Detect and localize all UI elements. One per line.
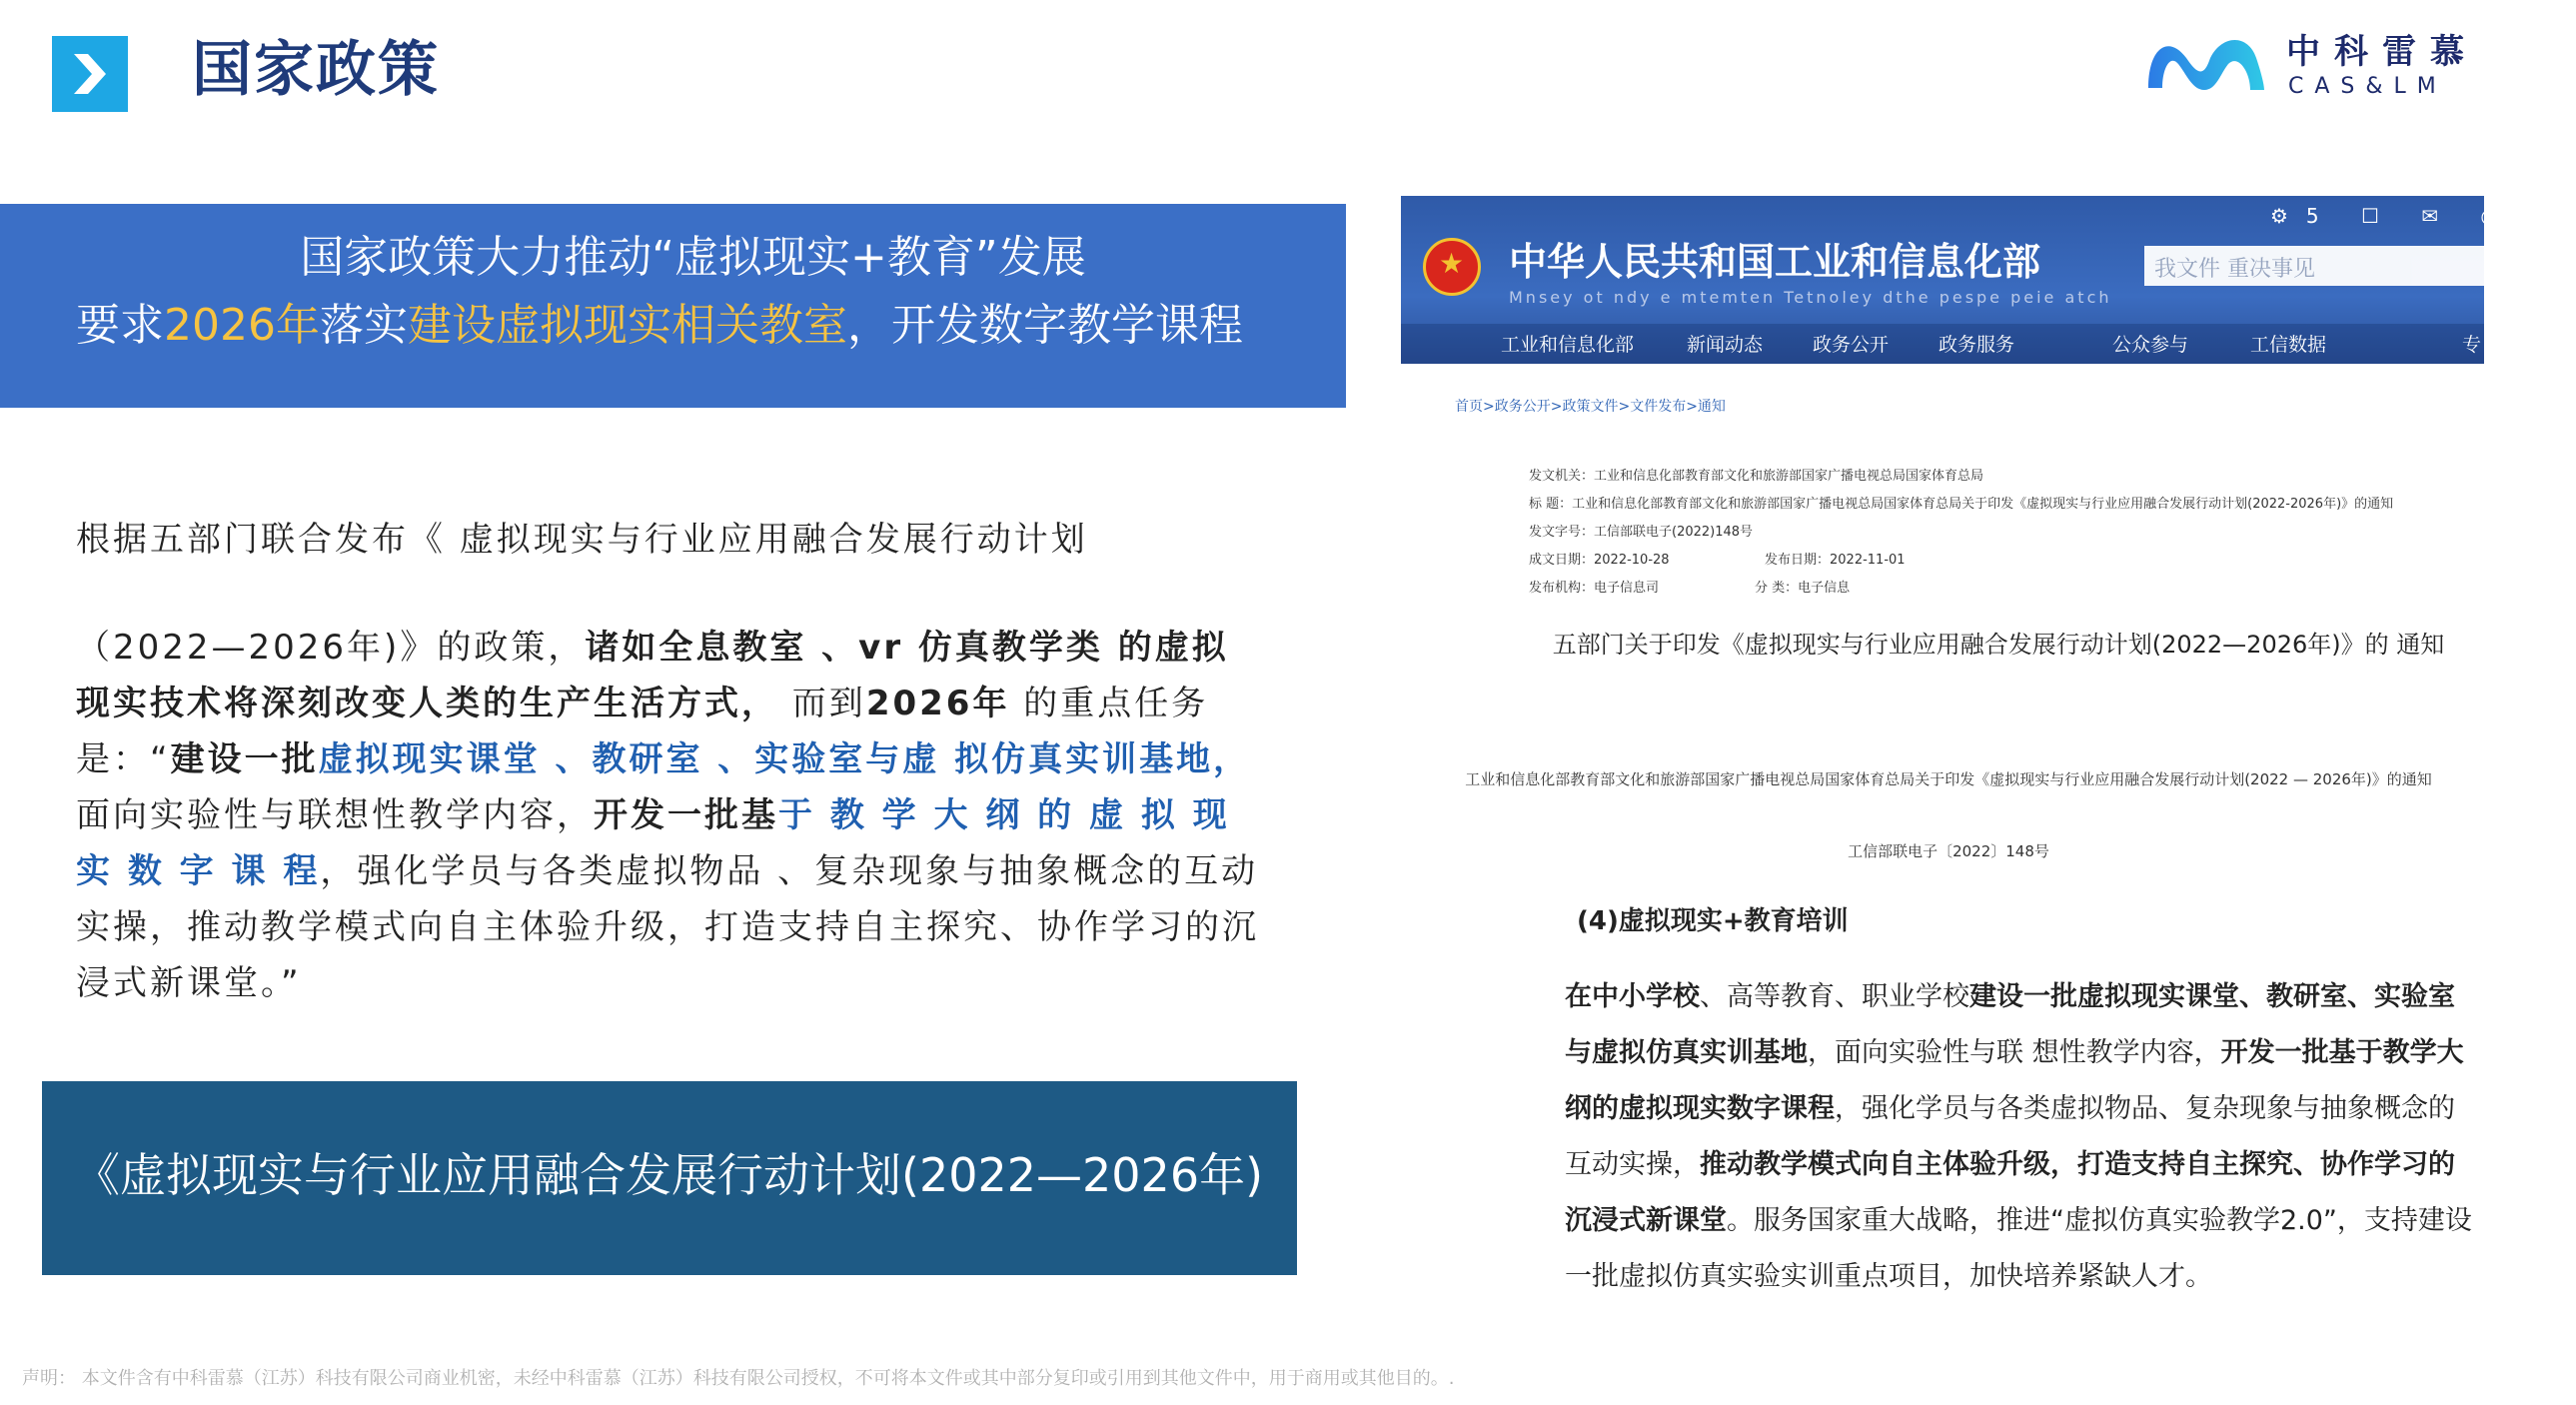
body-text: 而到 [778, 684, 866, 723]
education-paragraph [1565, 969, 2474, 1305]
site-nav-item: 公众参与 [2112, 334, 2189, 356]
plan-title: 《虚拟现实与行业应用融合发展行动计划(2022—2026年) [74, 1148, 1264, 1202]
meta-title: 标 题：工业和信息化部教育部文化和旅游部国家广播电视总局国家体育总局关于印发《虚拟现实与行业应用融合发展行动计划(2022-2026年)》的通知 [1529, 497, 2394, 512]
site-name: 中华人民共和国工业和信息化部 [1509, 240, 2041, 284]
document-number: 工信部联电子〔2022〕148号 [1848, 842, 2049, 860]
meta-written-date: 成文日期：2022-10-28 [1529, 553, 1670, 568]
body-text: （2022—2026年)》的政策， [76, 628, 586, 668]
body-bold-year: 2026年 [865, 684, 1010, 723]
para-text: 、高等教育、职业学校 [1700, 981, 1969, 1012]
banner-text: 落实 [319, 300, 408, 351]
meta-issuer: 发文机关：工业和信息化部教育部文化和旅游部国家广播电视总局国家体育总局 [1529, 469, 1984, 484]
para-bold-text: 推动教学模式向自主体验升级，打造支持自主探究、协作学习的沉浸式新课堂 [1565, 1149, 2455, 1236]
company-logo [2138, 28, 2478, 104]
banner-classroom-highlight: 建设虚拟现实相关教室 [407, 300, 847, 351]
site-nav-item: 工信数据 [2250, 334, 2327, 356]
document-subtitle: 工业和信息化部教育部文化和旅游部国家广播电视总局国家体育总局关于印发《虚拟现实与行业应用融合发展行动计划(2022 — 2026年)》的通知 [1465, 770, 2432, 788]
logo-en-text: CAS&LM [2288, 74, 2447, 99]
body-text: 面向实验性与联想性教学内容， [76, 795, 594, 835]
body-bold-text: 开发一批基 [594, 795, 778, 835]
policy-banner [0, 204, 1346, 408]
meta-publish-date: 发布日期：2022-11-01 [1765, 553, 1906, 568]
breadcrumb: 首页>政务公开>政策文件>文件发布>通知 [1455, 399, 1726, 415]
site-nav-bar [1401, 324, 2484, 364]
site-name-en: Mnsey ot ndy e mtemten Tetnoley dthe pespe peie atch [1509, 288, 2112, 307]
national-emblem-icon [1423, 238, 1481, 296]
para-text: 。服务国家重大战略，推进“虚拟仿真实验教学2.0”，支持建设一批虚拟仿真实验实训重点项目，加快培养紧缺人才。 [1565, 1205, 2472, 1292]
para-bold-text: 在中小学校 [1565, 981, 1700, 1012]
site-nav-item: 政务服务 [1938, 334, 2015, 356]
meta-agency: 发布机构：电子信息司 [1529, 581, 1660, 596]
body-paragraph-2 [76, 620, 1265, 1011]
body-paragraph-1: 根据五部门联合发布《 虚拟现实与行业应用融合发展行动计划 [76, 520, 1088, 560]
banner-line-2 [0, 298, 1346, 354]
banner-text: 要求 [76, 300, 164, 351]
site-search-input [2144, 246, 2484, 286]
para-bold-text: 建设一批虚拟现实课堂、教研室、实验室与虚拟仿真实训基地 [1565, 981, 2455, 1068]
logo-mark-icon [2138, 28, 2278, 104]
body-blue-text: 于 教 学 大 纲 的 虚 拟 现 实 数 字 课 程 [76, 795, 1230, 891]
ministry-site-header [1401, 196, 2576, 364]
para-text: ，面向实验性与联 想性教学内容， [1808, 1037, 2221, 1068]
body-text: 的重点任务是：“ [76, 684, 1209, 779]
body-text: ，强化学员与各类虚拟物品 、复杂现象与抽象概念的互动实操，推动教学模式向自主体验升级，打造支持自主探究、协作学习的沉浸式新课堂。” [76, 851, 1259, 1003]
banner-line-1: 国家政策大力推动“虚拟现实+教育”发展 [300, 232, 1086, 283]
para-bold-text: 开发一批基于教学大纲的虚拟现实数字课程 [1565, 1037, 2464, 1124]
para-text: ，强化学员与各类虚拟物品、复杂现象与抽象概念的互动实操， [1565, 1093, 2455, 1180]
disclaimer-footer: 声明： 本文件含有中科雷慕（江苏）科技有限公司商业机密，未经中科雷慕（江苏）科技有限公司授权，不可将本文件或其中部分复印或引用到其他文件中，用于商用或其他目的。. [22, 1368, 1455, 1389]
site-nav-item: 专 [2462, 334, 2482, 356]
section-heading: (4)虚拟现实+教育培训 [1577, 906, 1849, 936]
banner-text: ，开发数字教学课程 [846, 300, 1243, 351]
document-title: 五部门关于印发《虚拟现实与行业应用融合发展行动计划(2022—2026年)》的 通知 [1552, 631, 2445, 659]
meta-doc-number: 发文字号：工信部联电子(2022)148号 [1529, 525, 1754, 540]
policy-description [76, 512, 1265, 1011]
meta-category: 分 类：电子信息 [1755, 581, 1851, 596]
body-bold-text: 诸如全息教室 、vr 仿真教学类 的虚拟现实技术将深刻改变人类的生产生活方式， [76, 628, 1229, 723]
site-toolbar-icons: ⚙5 ☐ ✉ ◎ ◐ [2270, 204, 2576, 228]
body-blue-text: 虚拟现实课堂 、教研室 、实验室与虚 拟仿真实训基地， [318, 739, 1251, 779]
plan-title-box [42, 1081, 1297, 1275]
chevron-right-icon [52, 36, 128, 112]
banner-year-highlight: 2026年 [164, 300, 320, 351]
site-search-text: 我文件 重决事见 [2154, 257, 2315, 282]
site-nav-item: 新闻动态 [1687, 334, 1764, 356]
site-nav-item: 政务公开 [1813, 334, 1890, 356]
page-title: 国家政策 [192, 35, 440, 105]
logo-cn-text: 中科雷慕 [2286, 32, 2478, 72]
site-nav-item: 工业和信息化部 [1501, 334, 1635, 356]
body-bold-text: 建设一批 [170, 739, 319, 779]
